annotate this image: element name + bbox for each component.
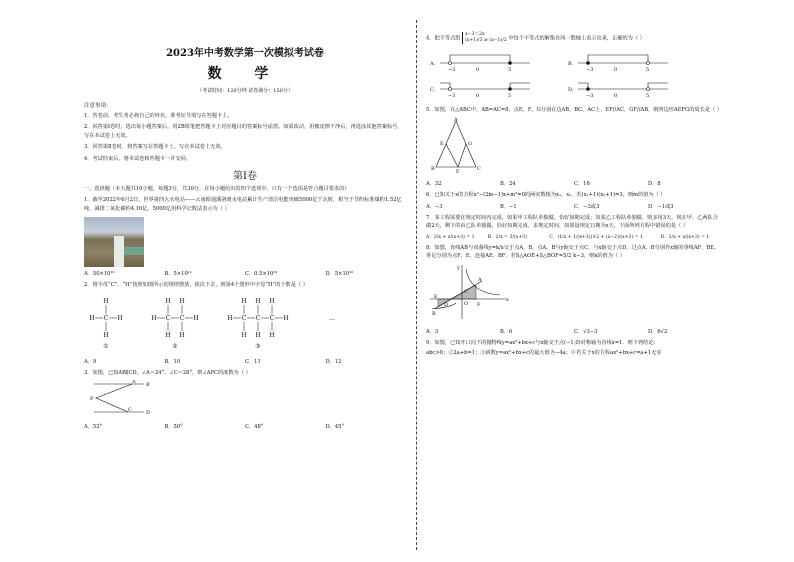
svg-text:H: H [151, 314, 157, 322]
svg-text:H: H [179, 297, 185, 305]
svg-text:C: C [103, 314, 109, 322]
option-d[interactable]: D．6√2 [648, 329, 668, 336]
svg-text:A: A [132, 380, 136, 386]
svg-text:−3: −3 [448, 67, 456, 73]
question-9-line2: abc>0；②2a+b=1；③函数y=ax²+bx+c的最大值为−4a；④若关于x的方程ax²+bx+c=a+1无实 [426, 349, 662, 356]
svg-text:C: C [255, 314, 261, 322]
question-6-text: 6．已知关于x的方程x²−(2m−1)x+m²=0的两实数根为x₁，x₂，若(x₁+1)(x₂+1)=3，则m的值为（ ） [426, 192, 666, 199]
option-a[interactable]: A．52° [84, 424, 103, 431]
option-a[interactable]: A．9 [84, 358, 97, 365]
svg-text:5: 5 [646, 93, 650, 99]
option-c[interactable]: C．√3−3 [574, 329, 598, 336]
left-column [84, 14, 406, 434]
question-1-text: 1．截至2022年6月2日，世界第四大水电站——云南昭通溪洛渡水电站累计生产清洁电能突破5000亿千瓦时，相当于节约标准煤约1.52亿吨，减排二氧化碳约4.16亿。5000亿用科学记数法表示为（ ） [84, 197, 402, 212]
svg-text:C: C [269, 314, 275, 322]
option-c[interactable]: C．0.5×10¹² [245, 271, 278, 278]
svg-text:H: H [117, 314, 123, 322]
option-c[interactable]: C．48° [245, 424, 264, 431]
option-b[interactable]: B．6 [500, 329, 513, 336]
option-b[interactable]: B．24 [500, 181, 516, 188]
svg-text:0: 0 [476, 93, 480, 99]
svg-text:0: 0 [614, 67, 618, 73]
svg-text:E: E [434, 294, 438, 301]
question-8-options [426, 328, 722, 335]
svg-text:F: F [477, 302, 481, 309]
ch-structure-figure [84, 293, 406, 351]
svg-text:H: H [255, 331, 261, 339]
svg-text:H: H [283, 314, 289, 322]
option-b[interactable]: B．50° [164, 424, 183, 431]
svg-text:H: H [241, 331, 247, 339]
question-4-text: 4．把不等式组 x−3＜2x (x+1)/3 ≥ (x−1)/2 中每个不等式的解集在同一数轴上表示出来，正确的为（ ） [426, 32, 645, 43]
svg-text:H: H [165, 297, 171, 305]
figure-label-3: ③ [255, 342, 261, 350]
option-b[interactable]: B．5×10¹¹ [164, 271, 192, 278]
question-6-options [426, 203, 722, 210]
svg-text:−3: −3 [586, 67, 594, 73]
inequality-system: x−3＜2x (x+1)/3 ≥ (x−1)/2 [462, 32, 507, 44]
svg-text:H: H [89, 314, 95, 322]
svg-text:H: H [269, 331, 275, 339]
svg-text:5: 5 [508, 93, 512, 99]
svg-text:y: y [457, 265, 460, 272]
svg-text:H: H [269, 297, 275, 305]
svg-text:C: C [165, 314, 171, 322]
question-8-text: 8．如图，直线AB与双曲线y=k/x交于点A，B，点A，B与y轴交于点C，与x轴交于点D，过点A，B分别作x轴的垂线AF，BE，垂足分别为点F，E，连接AE，BF，若S△AOE+S△BOF=5/2 k−3，则k的值为（ ） [426, 244, 720, 260]
option-b[interactable]: B． [568, 61, 577, 67]
question-3-text: 3．如图，已知AB∥CD，∠A＝24°，∠C＝28°，则∠APC的度数为（ ） [84, 369, 251, 376]
svg-text:H: H [227, 314, 233, 322]
svg-text:C: C [464, 289, 468, 296]
question-7-options [426, 234, 722, 240]
svg-text:−3: −3 [586, 93, 594, 99]
question-5-text: 5．如图，在△ABC中，AB=AC=8，点E，F，G分别在边AB，BC，AC上，EF//AC，GF//AB，则四边形AEFG的周长是（ ） [426, 107, 722, 113]
option-c[interactable]: C． [430, 87, 439, 93]
svg-text:B: B [431, 166, 435, 173]
svg-text:C: C [477, 166, 481, 173]
notice-item: 3．回答第Ⅱ卷时，将答案写在答题卡上。写在本试卷上无效。 [84, 144, 226, 151]
notice-item: 4．考试结束后，将本试卷和答题卡一并交回。 [84, 155, 192, 162]
option-b[interactable]: B．2/x = 3/(x+3) [487, 234, 527, 240]
svg-text:H: H [103, 297, 109, 305]
option-d[interactable]: D．1/x + x/(x+3) = 1 [660, 234, 710, 240]
hyperbola-figure [426, 263, 722, 321]
option-d[interactable]: D． [568, 87, 578, 93]
svg-text:C: C [241, 314, 247, 322]
svg-text:H: H [165, 331, 171, 339]
svg-text:0: 0 [476, 67, 480, 73]
svg-text:D: D [146, 410, 151, 417]
figure-label-2: ② [172, 342, 178, 350]
triangle-figure [426, 117, 722, 173]
svg-text:A: A [478, 277, 482, 284]
option-d[interactable]: D．5×10¹⁰ [325, 271, 354, 278]
section-intro: 一、选择题（本大题共10小题，每题3分，共30分。在每小题给出的四个选项中，只有一个选项是符合题目要求的） [84, 186, 350, 193]
svg-text:C: C [179, 314, 185, 322]
question-3-options [84, 423, 406, 430]
svg-text:A: A [454, 117, 458, 124]
svg-text:B: B [146, 382, 150, 389]
svg-text:F: F [456, 169, 460, 174]
svg-text:H: H [179, 331, 185, 339]
option-a[interactable]: A．3 [426, 329, 439, 336]
option-a[interactable]: A．50×10¹⁰ [84, 271, 115, 278]
svg-text:H: H [193, 314, 199, 322]
option-a[interactable]: A． [430, 61, 439, 67]
svg-text:H: H [255, 297, 261, 305]
option-c[interactable]: C．(1/x + 1/(x+3))×2 + (x−2)/(x+3) = 1 [549, 234, 643, 240]
svg-text:D: D [444, 302, 449, 309]
question-1-options [84, 270, 406, 277]
right-column [426, 14, 722, 360]
option-d[interactable]: D．12 [325, 358, 342, 365]
question-2-options [84, 358, 406, 365]
question-2-text: 2．将字母“C”，“H”按照如图所示的规律摆放，依次下去，则第4个图形中字母“H”的个数是（ ） [84, 282, 308, 289]
number-line-options [426, 47, 722, 99]
svg-text:5: 5 [508, 67, 512, 73]
parallel-lines-figure [84, 380, 406, 416]
svg-text:x: x [506, 297, 509, 304]
notice-item: 1．答卷前，考生务必将自己的姓名、准考证号填写在答题卡上。 [84, 113, 233, 119]
question-9-text: 9．如图，已知开口向下的抛物线y=ax²+bx+c与x轴交于点(−1,0)对称轴为直线x=1．则下列结论： [426, 340, 659, 347]
option-a[interactable]: A．2/x + x/(x+3) = 1 [426, 234, 475, 240]
option-d[interactable]: D．−1或3 [648, 203, 674, 210]
svg-text:H: H [103, 331, 109, 339]
option-a[interactable]: A．−3 [426, 203, 443, 210]
option-a[interactable]: A．32 [426, 181, 442, 188]
question-5-options [426, 180, 722, 187]
figure-label-1: ① [103, 342, 109, 350]
notice-heading: 注意事项： [84, 103, 112, 109]
exam-title: 2023年中考数学第一次模拟考试卷 [166, 48, 324, 59]
svg-text:0: 0 [614, 93, 618, 99]
svg-text:B: B [432, 311, 436, 318]
option-b[interactable]: B．−1 [500, 203, 517, 210]
dam-shape [114, 236, 124, 267]
svg-text:E: E [440, 141, 444, 148]
svg-text:C: C [128, 407, 132, 414]
option-b[interactable]: B．10 [164, 358, 181, 365]
svg-text:5: 5 [646, 67, 650, 73]
exam-info: （考试时间：120分钟 试卷满分：150分） [197, 88, 293, 94]
notice-item: 2．回答第Ⅰ卷时，选出每小题答案后，用2B铅笔把答题卡上对应题目的答案标号涂黑。如需改动，用橡皮擦干净后，再选涂其他答案标号。写在本试卷上无效。 [84, 124, 403, 139]
svg-text:H: H [241, 297, 247, 305]
svg-text:G: G [468, 141, 472, 148]
svg-text:−3: −3 [448, 93, 456, 99]
option-d[interactable]: D．8 [648, 181, 661, 188]
svg-text:O: O [464, 301, 469, 308]
volume-title: 第Ⅰ卷 [233, 171, 257, 183]
svg-text:P: P [90, 396, 94, 403]
option-d[interactable]: D．45° [325, 424, 345, 431]
ellipsis: … [329, 314, 335, 322]
option-c[interactable]: C．−3或3 [574, 203, 600, 210]
hydropower-dam-photo [84, 217, 144, 267]
option-c[interactable]: C．16 [574, 181, 590, 188]
option-c[interactable]: C．11 [245, 358, 261, 365]
subject-title: 数 学 [207, 66, 283, 82]
column-divider [416, 20, 417, 550]
question-7-text: 7．某工程需要在规定时间内完成，如果甲工程队单独做，恰好如期完成；如果乙工程队单独做，则多用3天，现在甲、乙两队合做2天，剩下的由乙队单独做，恰好如期完成，求规定时间，如果设规定日期为x天，下面所列方程中错误的是（ ） [426, 214, 718, 230]
